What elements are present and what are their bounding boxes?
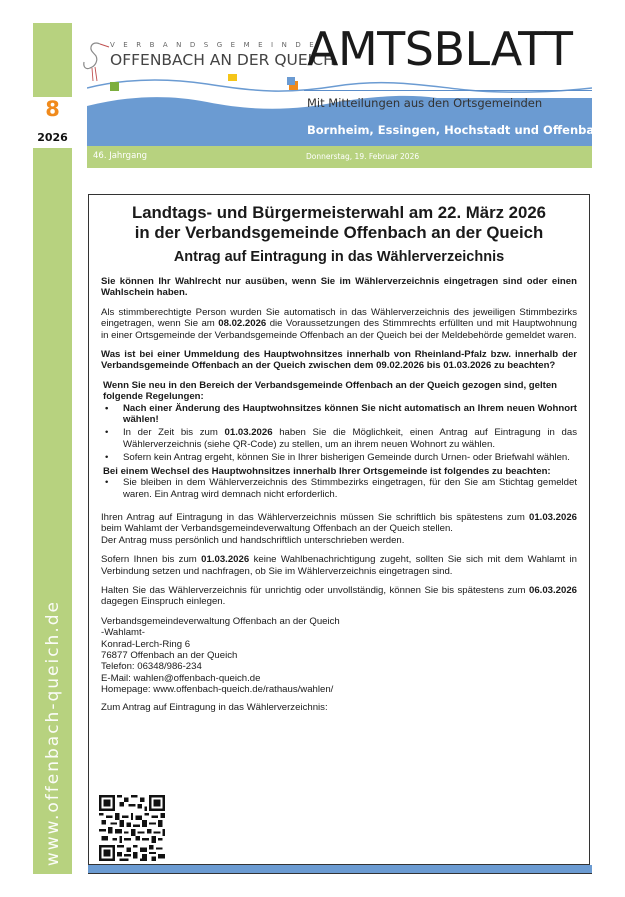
qr-caption: Zum Antrag auf Eintragung in das Wählerverzeichnis: [101,701,328,713]
article-bottom-bar [88,865,592,874]
article-title-line2: in der Verbandsgemeinde Offenbach an der Queich [134,223,544,242]
vg-name: OFFENBACH AN DER QUEICH [110,51,335,69]
paragraph-deadline: Ihren Antrag auf Eintragung in das Wählerverzeichnis müssen Sie schriftlich bis spätestens zum 01.03.2026 beim Wahlamt der Verbandsgemeindeverwaltung Offenbach an der Queich stellen. Der Antrag muss persönlich und handschriftlich unterschrieben werden. [101,511,577,546]
article-subtitle: Antrag auf Eintragung in das Wählerverzeichnis [173,249,505,265]
address-city: 76877 Offenbach an der Queich [101,649,238,661]
paragraph-objection: Halten Sie das Wählerverzeichnis für unrichtig oder unvollständig, können Sie bis spätestens zum 06.03.2026 dagegen Einspruch einlegen. [101,584,577,608]
address-org: Verbandsgemeindeverwaltung Offenbach an der Queich [101,615,340,627]
bullet-item: • In der Zeit bis zum 01.03.2026 haben Sie die Möglichkeit, einen Antrag auf Eintragung in das Wählerverzeichnis (siehe QR-Code) zu stellen, um an ihrem neuen Wohnort zu wählen. [103,427,577,450]
sidebar-strip-top [33,23,72,97]
address-street: Konrad-Lerch-Ring 6 [101,638,191,650]
paragraph-registration: Als stimmberechtigte Person wurden Sie automatisch in das Wählerverzeichnis des jeweiligen Stimmbezirks eingetragen, wenn Sie am 08.02.2026 die Voraussetzungen des Stimmrechts erfüllten und mit Hauptwohnung in einer Ortsgemeinde der Verbandsgemeinde Offenbach an der Queich bei der Meldebehörde gemeldet waren. [101,306,577,341]
sidebar-website [33,148,72,866]
bullet-item: • Sie bleiben in dem Wählerverzeichnis des Stimmbezirks eingetragen, für den Sie am Stichtag gemeldet waren. Ein Antrag wird demnach nicht erforderlich. [103,477,577,500]
intro-paragraph: Sie können Ihr Wahlrecht nur ausüben, wenn Sie im Wählerverzeichnis eingetragen sind oder einen Wahlschein haben. [101,276,577,299]
issue-year: 2026 [37,131,68,144]
issue-number: 8 [45,97,60,121]
address-block [101,616,577,696]
vg-label: VERBANDSGEMEINDE [110,41,323,49]
address-email-link[interactable]: E-Mail: wahlen@offenbach-queich.de [101,672,261,684]
issue-date: Donnerstag, 19. Februar 2026 [306,152,420,161]
masthead-subtitle: Mit Mitteilungen aus den Ortsgemeinden [307,96,543,110]
blue-square-icon [287,77,295,85]
paragraph-notification: Sofern Ihnen bis zum 01.03.2026 keine Wahlbenachrichtigung zugeht, sollten Sie sich mit dem Wahlamt in Verbindung setzen und nachfragen, ob Sie im Wählerverzeichnis eingetragen sind. [101,554,577,577]
section1-heading: Wenn Sie neu in den Bereich der Verbandsgemeinde Offenbach an der Queich gezogen sind, gelten folgende Regelungen: [103,379,558,403]
address-homepage-link[interactable]: Homepage: www.offenbach-queich.de/rathaus/wahlen/ [101,684,334,696]
address-phone: Telefon: 06348/986-234 [101,661,202,673]
article-title-line1: Landtags- und Bürgermeisterwahl am 22. März 2026 [131,203,547,222]
qr-code-icon[interactable] [99,795,165,861]
section2-heading: Bei einem Wechsel des Hauptwohnsitzes innerhalb Ihrer Ortsgemeinde ist folgendes zu beachten: [103,465,551,477]
address-dept: -Wahlamt- [101,627,145,639]
volume-label: 46. Jahrgang [93,151,148,161]
question-heading: Was ist bei einer Ummeldung des Hauptwohnsitzes innerhalb von Rheinland-Pfalz bzw. innerhalb der Verbandsgemeinde Offenbach an der Queich zwischen dem 09.02.2026 bis 01.03.2026 zu beachten? [101,349,577,372]
communities-text: Bornheim, Essingen, Hochstadt und Offenbach [307,123,610,137]
masthead-divider [304,90,592,91]
masthead-title: AMTSBLATT [307,22,573,76]
article-box [88,194,590,865]
section-new-residents [101,380,577,500]
bullet-item: • Sofern kein Antrag ergeht, können Sie in Ihrer bisherigen Gemeinde durch Urnen- oder Briefwahl wählen. [103,452,577,463]
bullet-item: • Nach einer Änderung des Hauptwohnsitzes können Sie nicht automatisch an Ihrem neuen Wohnort wählen! [103,403,577,426]
website-text: www.offenbach-queich.de [42,599,63,866]
